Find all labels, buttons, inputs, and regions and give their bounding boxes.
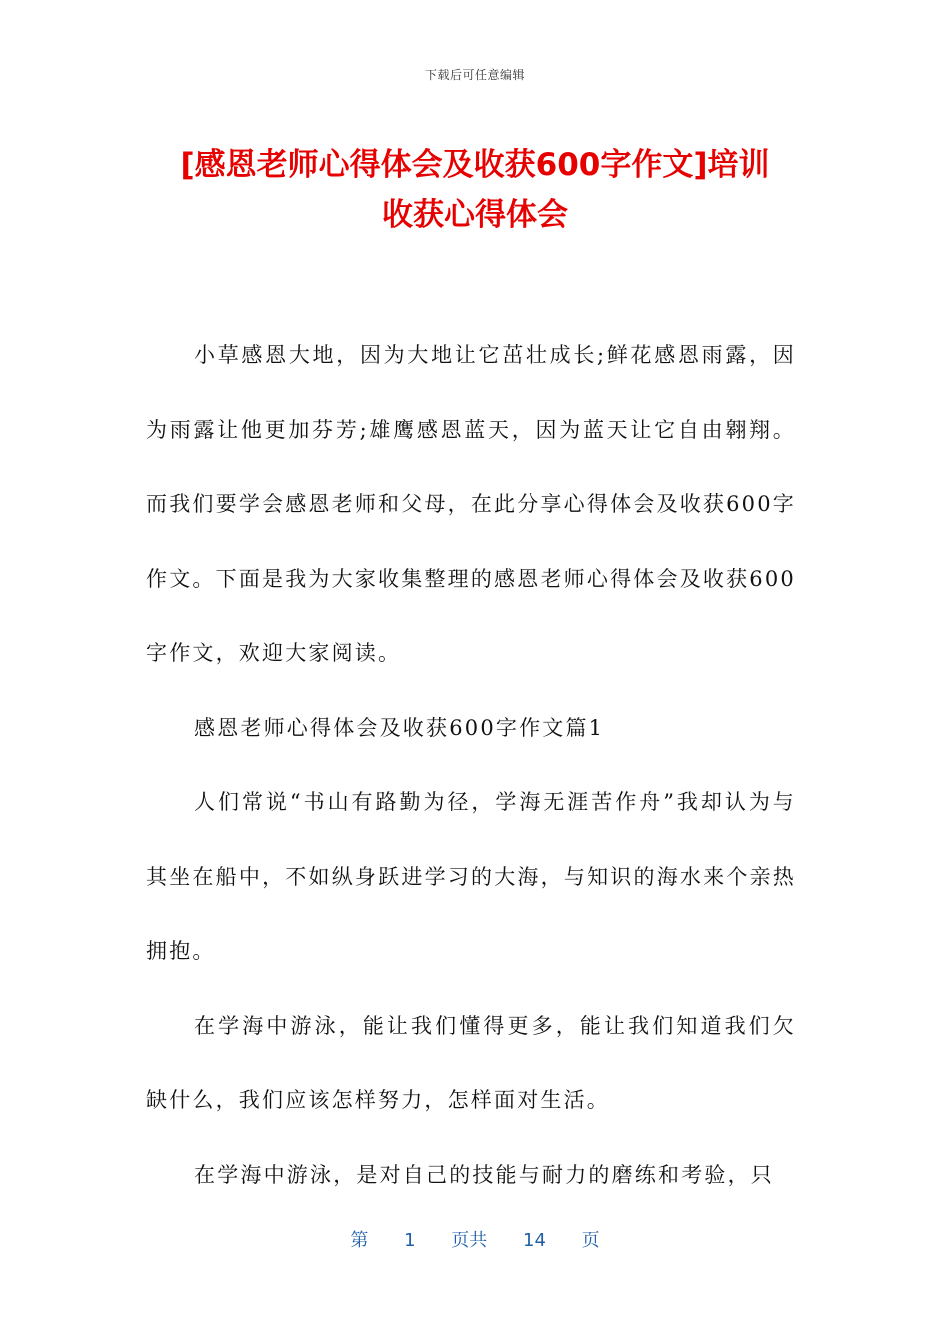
footer-current-page: 1 xyxy=(404,1230,416,1251)
page-footer xyxy=(0,1226,950,1252)
paragraph-intro: 小草感恩大地，因为大地让它茁壮成长;鲜花感恩雨露，因为雨露让他更加芬芳;雄鹰感恩蓝天，因为蓝天让它自由翱翔。而我们要学会感恩老师和父母，在此分享心得体会及收获600字作文。下面是我为大家收集整理的感恩老师心得体会及收获600字作文，欢迎大家阅读。 xyxy=(146,343,796,665)
footer-suffix: 页 xyxy=(581,1230,600,1251)
paragraph: 人们常说“书山有路勤为径，学海无涯苦作舟”我却认为与其坐在船中，不如纵身跃进学习的大海，与知识的海水来个亲热拥抱。 xyxy=(146,790,796,963)
footer-middle: 页共 xyxy=(451,1230,488,1251)
header-note: 下载后可任意编辑 xyxy=(424,68,525,82)
paragraph: 在学海中游泳，能让我们懂得更多，能让我们知道我们欠缺什么，我们应该怎样努力，怎样面对生活。 xyxy=(146,1013,796,1112)
paragraph: 在学海中游泳，是对自己的技能与耐力的磨练和考验，只 xyxy=(194,1162,774,1187)
section-heading: 感恩老师心得体会及收获600字作文篇1 xyxy=(194,715,605,740)
document-title-line-2: 收获心得体会 xyxy=(382,197,568,233)
document-title-line-1: [感恩老师心得体会及收获600字作文]培训 xyxy=(180,147,770,183)
document-body xyxy=(146,318,796,1212)
document-title xyxy=(120,140,830,240)
footer-prefix: 第 xyxy=(350,1230,369,1251)
footer-total-pages: 14 xyxy=(523,1230,546,1251)
